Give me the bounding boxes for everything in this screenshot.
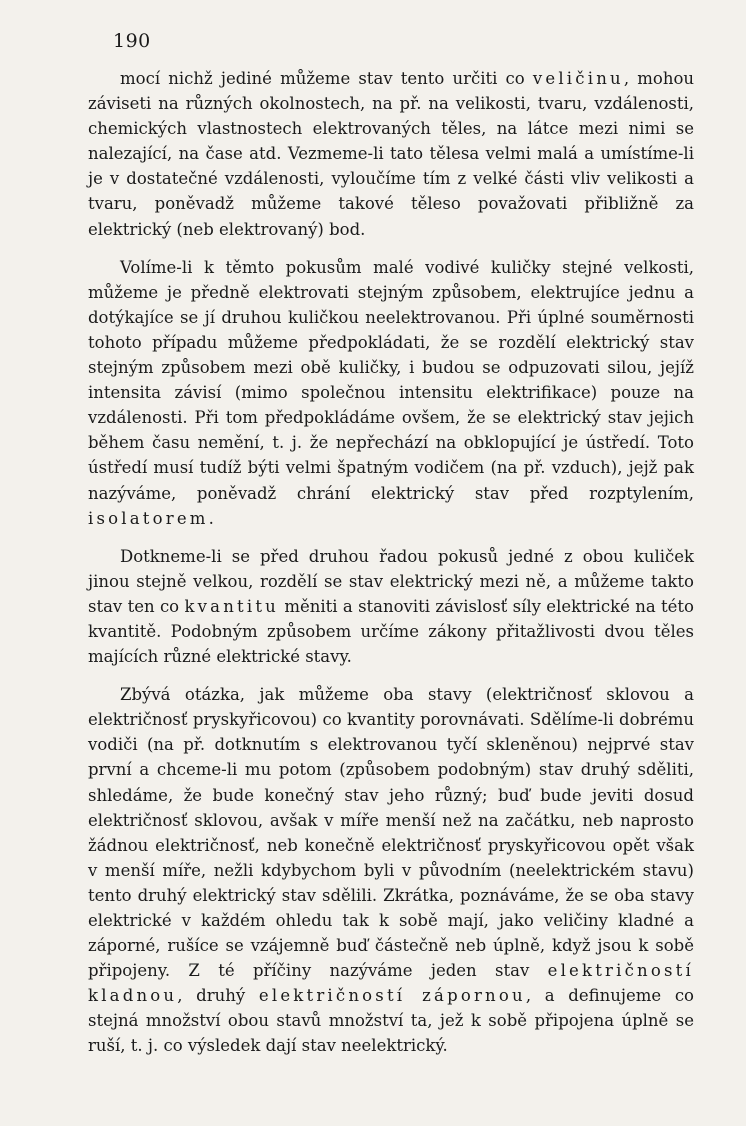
- text-run: měniti a stanoviti závislosť síly elektrické na této kvantitě. Podobným způsobem určíme zákony přitažlivosti dvou těles majících různé elektrické stavy.: [88, 596, 694, 667]
- text-run: , a definujeme co stejná množství obou stavů množství ta, jež k sobě připojena úplně se ruší, t. j. co výsledek dají stav neelektrický.: [88, 986, 694, 1056]
- text-run: Zbývá otázka, jak můžeme oba stavy (električnosť sklovou a električnosť pryskyřicovou) co kvantity porovnávati. Sdělíme-li dobrému vodiči (na př. dotknutím s elektrovanou tyčí skleněnou) nejprvé stav první a chceme-li mu potom (způsobem podobným) stav druhý sděliti, shledáme, že bude konečný stav jeho různý; buď bude jeviti dosud električnosť sklovou, avšak v míře menší než na začátku, neb naprosto žádnou električnosť, neb konečně električnosť pryskyřicovou opět však v menší míře, nežli kdybychom byli v původním (neelektrickém stavu) tento druhý elektrický stav sdělili. Zkrátka, poznáváme, že se oba stavy elektrické v každém ohledu tak k sobě mají, jako veličiny kladné a záporné, rušíce se vzájemně buď částečně neb úplně, když jsou k sobě připojeny. Z té příčiny nazýváme jeden stav: [88, 685, 694, 981]
- emphasis-električností-kladnou: električností kladnou: [88, 961, 694, 1006]
- paragraph-2: [88, 255, 694, 531]
- text-run: Dotkneme-li se před druhou řadou pokusů jedné z obou kuliček jinou stejně velkou, rozdělí se stav elektrický mezi ně, a můžeme takto stav ten co: [88, 546, 694, 616]
- text-run: , mohou záviseti na různých okolnostech, na př. na velikosti, tvaru, vzdálenosti, chemických vlastnostech elektrovaných těles, na látce mezi nimi se nalezající, na čase atd. Vezmeme-li tato tělesa velmi malá a umístíme-li je v dostatečné vzdálenosti, vyloučíme tím z velké části vliv velikosti a tvaru, poněvadž můžeme takové těleso považovati přibližně za elektrický (neb elektrovaný) bod.: [88, 69, 695, 239]
- body-text: [88, 66, 694, 1059]
- text-run: .: [208, 508, 214, 528]
- page-number: 190: [113, 30, 151, 52]
- paragraph-1: [88, 66, 694, 242]
- paragraph-4: [88, 682, 694, 1058]
- text-run: , druhý: [177, 986, 259, 1006]
- emphasis-isolatorem: isolatorem: [88, 508, 209, 528]
- text-run: mocí nichž jediné můžeme stav tento určiti co: [120, 69, 533, 88]
- emphasis-veličinu: veličinu: [532, 69, 624, 88]
- emphasis-kvantitu: kvantitu: [184, 596, 280, 616]
- paragraph-3: [88, 544, 694, 669]
- emphasis-električností-zápornou: električností zápornou: [258, 986, 526, 1006]
- text-run: Volíme-li k těmto pokusům malé vodivé kuličky stejné velkosti, můžeme je předně elektrovati stejným způsobem, elektrujíce jednu a dotýkajíce se jí druhou kuličkou neelektrovanou. Při úplné souměrnosti tohoto případu můžeme předpokládati, že se rozdělí elektrický stav stejným způsobem mezi obě kuličky, i budou se odpuzovati silou, jejíž intensita závisí (mimo společnou intensitu elektrifikace) pouze na vzdálenosti. Při tom předpokládáme ovšem, že se elektrický stav jejich během času nemění, t. j. že nepřechází na obklopující je ústředí. Toto ústředí musí tudíž býti velmi špatným vodičem (na př. vzduch), jejž pak nazýváme, poněvadž chrání elektrický stav před rozptylením,: [88, 257, 694, 503]
